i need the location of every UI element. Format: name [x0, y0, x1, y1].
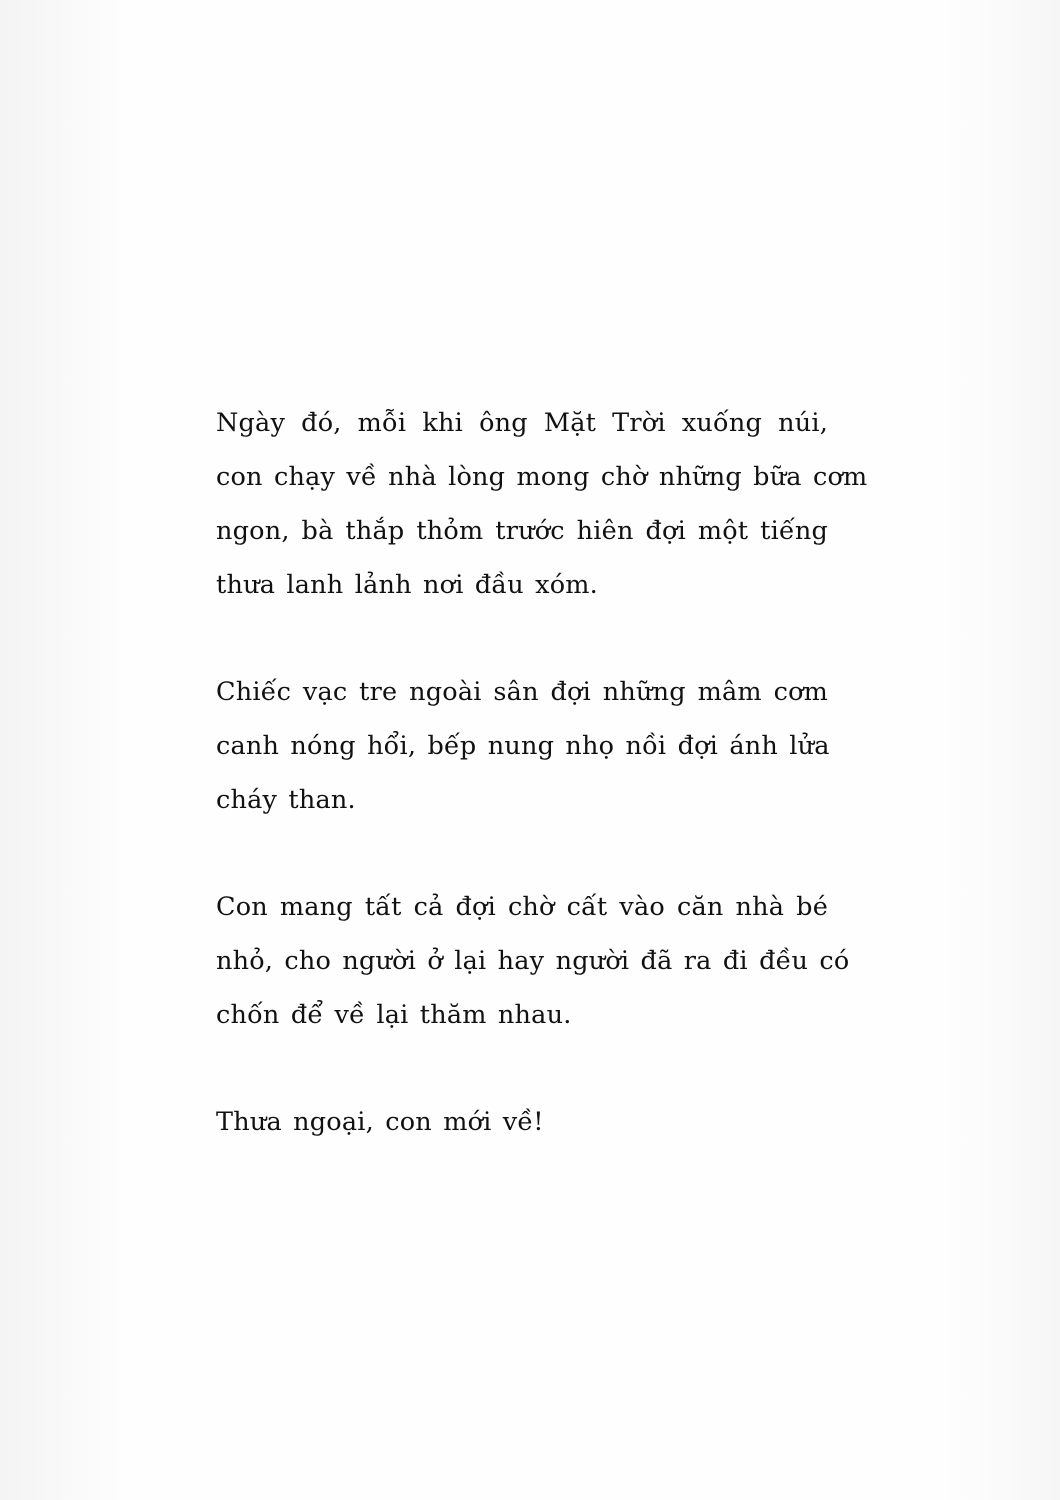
text-line: nhỏ, cho người ở lại hay người đã ra đi đều có: [216, 946, 850, 976]
text-line: cháy than.: [216, 785, 356, 815]
page-shadow-right: [940, 0, 1060, 1500]
text-line: Thưa ngoại, con mới về!: [216, 1107, 544, 1137]
paragraph-1: [216, 396, 868, 612]
paragraph-3: [216, 880, 850, 1042]
text-line: Ngày đó, mỗi khi ông Mặt Trời xuống núi,: [216, 408, 828, 438]
text-line: con chạy về nhà lòng mong chờ những bữa cơm: [216, 462, 868, 492]
text-line: thưa lanh lảnh nơi đầu xóm.: [216, 570, 598, 600]
text-line: Chiếc vạc tre ngoài sân đợi những mâm cơm: [216, 677, 828, 707]
body-text: [216, 396, 868, 1202]
page-shadow-left: [0, 0, 120, 1500]
paragraph-2: [216, 665, 828, 827]
text-line: chốn để về lại thăm nhau.: [216, 1000, 572, 1030]
text-line: canh nóng hổi, bếp nung nhọ nồi đợi ánh lửa: [216, 731, 830, 761]
text-line: Con mang tất cả đợi chờ cất vào căn nhà bé: [216, 892, 828, 922]
paragraph-4: [216, 1095, 828, 1149]
text-line: ngon, bà thắp thỏm trước hiên đợi một tiếng: [216, 516, 828, 546]
